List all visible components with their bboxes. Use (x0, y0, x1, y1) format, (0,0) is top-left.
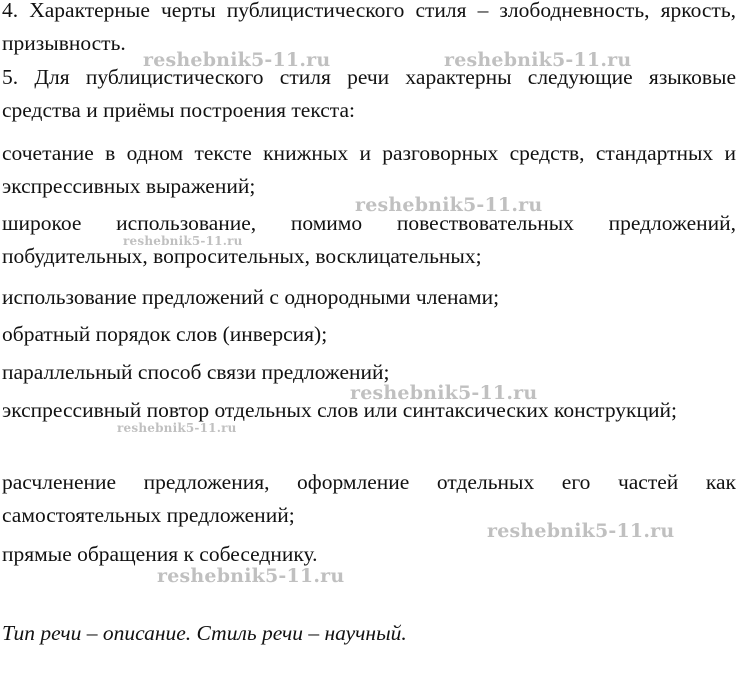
watermark: reshebnik5-11.ru (444, 49, 632, 71)
list-item-homogeneous-members: использование предложений с однородными членами; (2, 285, 500, 309)
list-item-parcellation: расчленение предложения, оформление отдельных его частей как самостоятельных предложений; (2, 470, 736, 527)
watermark: reshebnik5-11.ru (355, 194, 543, 216)
list-item-parallel-link: параллельный способ связи предложений; (2, 360, 390, 384)
paragraph-point-5: 5. Для публицистического стиля речи характерны следующие языковые средства и приёмы построения текста: (2, 65, 736, 122)
watermark: reshebnik5-11.ru (157, 565, 345, 587)
paragraph-point-4: 4. Характерные черты публицистического стиля – злободневность, яркость, призывность. (2, 0, 736, 55)
list-item-direct-address: прямые обращения к собеседнику. (2, 542, 318, 566)
watermark: reshebnik5-11.ru (117, 421, 237, 435)
conclusion-text: Тип речи – описание. Стиль речи – научный. (2, 621, 407, 645)
watermark: reshebnik5-11.ru (350, 382, 538, 404)
watermark: reshebnik5-11.ru (123, 234, 243, 248)
list-item-expressive-repeat: экспрессивный повтор отдельных слов или синтаксических конструкций; (2, 398, 677, 422)
watermark: reshebnik5-11.ru (143, 49, 331, 71)
list-item-sentence-types: широкое использование, помимо повествовательных предложений, побудительных, вопросительных, восклицательных; (2, 211, 736, 268)
list-item-book-colloquial: сочетание в одном тексте книжных и разговорных средств, стандартных и экспрессивных выражений; (2, 141, 736, 198)
watermark: reshebnik5-11.ru (487, 520, 675, 542)
list-item-inversion: обратный порядок слов (инверсия); (2, 322, 328, 346)
